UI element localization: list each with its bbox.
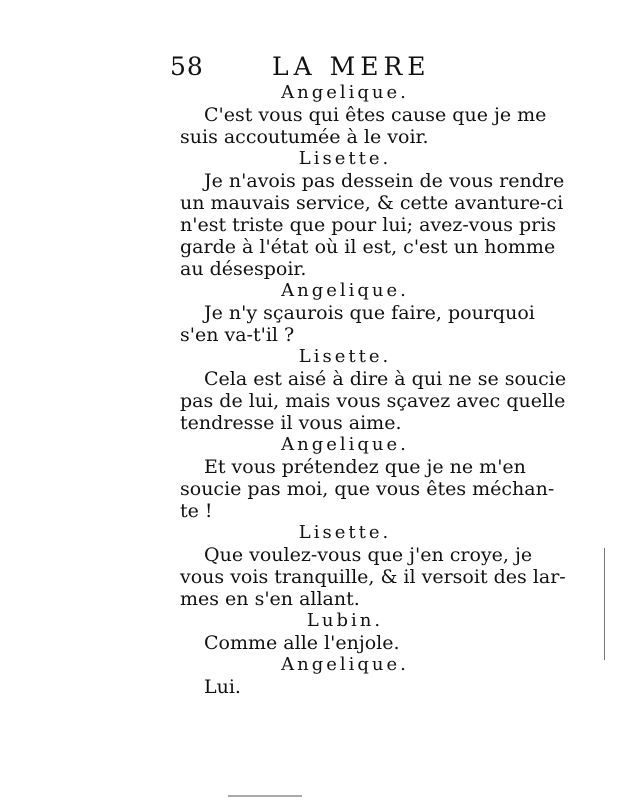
speaker-name: Angelique. [281,434,409,455]
dialogue-line: mes en s'en allant. [180,588,360,610]
dialogue-line: vous vois tranquille, & il versoit des lar- [180,566,566,588]
dialogue-line: tendresse il vous aime. [180,412,402,434]
speaker-name: Angelique. [281,82,409,103]
dialogue-line: au désespoir. [180,258,307,280]
dialogue-line: Lui. [204,676,241,698]
dialogue-line: Je n'y sçaurois que faire, pourquoi [204,302,535,324]
dialogue-line: C'est vous qui êtes cause que je me [204,104,547,126]
dialogue-line: te ! [180,500,213,522]
speaker-name: Lubin. [306,610,384,631]
dialogue-line: soucie pas moi, que vous êtes méchan- [180,478,555,500]
dialogue-line: s'en va-t'il ? [180,324,295,346]
dialogue-line: Que voulez-vous que j'en croye, je [204,544,533,566]
dialogue-line: Je n'avois pas dessein de vous rendre [204,170,565,192]
page-header [170,52,510,84]
dialogue-line: Comme alle l'enjole. [204,632,400,654]
speaker-name: Lisette. [298,346,392,367]
dialogue-line: n'est triste que pour lui; avez-vous pris [180,214,557,236]
speaker-name: Angelique. [281,280,409,301]
dialogue-line: suis accoutumée à le voir. [180,126,429,148]
running-head: LA MERE [272,52,431,81]
bottom-mark [228,795,302,797]
speaker-name: Angelique. [281,654,409,675]
speaker-name: Lisette. [298,522,392,543]
play-text [180,82,567,698]
speaker-name: Lisette. [298,148,392,169]
page-number: 58 [170,52,204,81]
dialogue-line: Cela est aisé à dire à qui ne se soucie [204,368,567,390]
dialogue-line: un mauvais service, & cette avanture-ci [180,192,564,214]
dialogue-line: garde à l'état où il est, c'est un homme [180,236,556,258]
dialogue-line: pas de lui, mais vous sçavez avec quelle [180,390,566,412]
dialogue-line: Et vous prétendez que je ne m'en [204,456,526,478]
margin-rule [604,548,605,660]
